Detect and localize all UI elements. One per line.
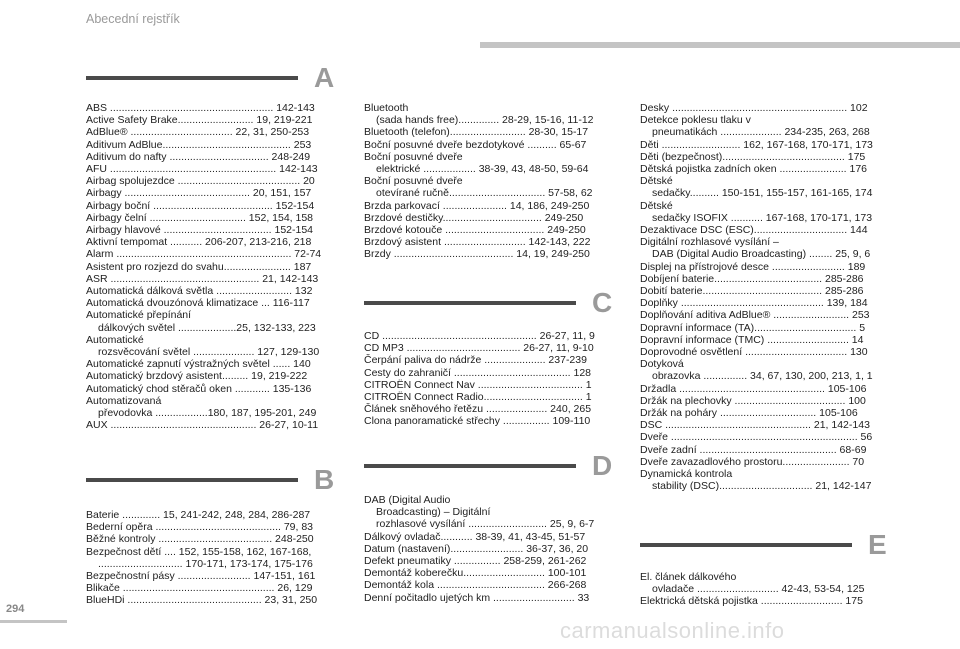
index-entry: Airbag spolujezdce .......................................... 20 xyxy=(86,175,315,188)
index-entry: Běžné kontroly ....................................... 248-250 xyxy=(86,533,314,546)
index-entry: Brzda parkovací ...................... 14, 186, 249-250 xyxy=(364,199,590,212)
index-entry: Brzdy ......................................... 14, 19, 249-250 xyxy=(364,248,590,261)
index-entry: BlueHDi .............................................. 23, 31, 250 xyxy=(86,594,318,607)
index-entry: Dynamická kontrola xyxy=(640,468,733,481)
index-list-d xyxy=(364,494,621,604)
header-divider xyxy=(480,42,960,48)
index-entry: Dopravní informace (TMC) ............................ 14 xyxy=(640,333,864,346)
index-entry: Dobití baterie......................................... 285-286 xyxy=(640,285,864,298)
index-entry: Dveře zavazadlového prostoru....................... 70 xyxy=(640,455,865,468)
index-entry: Bezpečnost dětí .... 152, 155-158, 162, 167-168, xyxy=(86,545,312,558)
index-entry: Airbagy ........................................... 20, 151, 157 xyxy=(86,187,312,200)
index-entry: El. článek dálkového xyxy=(640,571,737,583)
index-entry: Airbagy hlavové ..................................... 152-154 xyxy=(86,224,314,237)
index-list-a xyxy=(86,102,343,431)
index-entry: sedačky ISOFIX ........... 167-168, 170-171, 173 xyxy=(652,211,873,224)
index-entry: Brzdové destičky.................................. 249-250 xyxy=(364,211,584,224)
index-entry: Automatické xyxy=(86,333,144,346)
index-entry: Baterie ............. 15, 241-242, 248, 284, 286-287 xyxy=(86,509,311,521)
index-list-b xyxy=(86,509,343,607)
index-list-d-continued xyxy=(640,102,897,493)
index-list-c xyxy=(364,330,621,428)
index-entry: Automatické přepínání xyxy=(86,309,192,322)
index-entry: Asistent pro rozjezd do svahu....................... 187 xyxy=(86,260,312,273)
footer-divider xyxy=(0,620,67,623)
index-entry: Displej na přístrojové desce ......................... 189 xyxy=(640,260,866,273)
section-bar xyxy=(364,301,576,305)
index-entry: Dopravní informace (TA)................................... 5 xyxy=(640,321,866,334)
index-entry: Detekce poklesu tlaku v xyxy=(640,114,751,127)
index-entry: otevírané ručně................................. 57-58, 62 xyxy=(376,187,593,200)
page-number: 294 xyxy=(6,603,25,615)
section-bar xyxy=(86,76,298,80)
index-entry: Demontáž koberečku............................ 100-101 xyxy=(364,567,587,580)
index-list-e xyxy=(640,571,897,608)
index-entry: Blikače .................................................... 26, 129 xyxy=(86,582,313,595)
index-entry: Doprovodné osvětlení ................................... 130 xyxy=(640,346,868,359)
section-header-d xyxy=(364,450,624,486)
index-entry: Defekt pneumatiky ................ 258-259, 261-262 xyxy=(364,555,587,568)
index-entry: Bluetooth (telefon).......................... 28-30, 15-17 xyxy=(364,126,589,139)
index-entry: Děti (bezpečnost).......................................... 175 xyxy=(640,150,866,163)
index-entry: Automatická dálková světla .......................... 132 xyxy=(86,285,313,298)
index-entry: ASR ................................................... 21, 142-143 xyxy=(86,272,319,285)
index-entry: ovladače ............................ 42-43, 53-54, 125 xyxy=(652,583,865,596)
index-entry: CITROËN Connect Radio.................................. 1 xyxy=(364,391,592,404)
index-entry: ............................. 170-171, 173-174, 175-176 xyxy=(98,557,313,570)
index-entry: DSC .................................................. 21, 142-143 xyxy=(640,419,870,432)
section-letter: E xyxy=(868,529,887,560)
index-entry: převodovka ..................180, 187, 195-201, 249 xyxy=(98,407,317,420)
index-entry: Čerpání paliva do nádrže ..................... 237-239 xyxy=(364,354,587,367)
index-entry: Držák na plechovky ...................................... 100 xyxy=(640,394,866,407)
index-entry: Denní počitadlo ujetých km ............................ 33 xyxy=(364,591,590,604)
index-entry: Digitální rozhlasové vysílání – xyxy=(640,236,779,249)
index-entry: Dětské xyxy=(640,199,673,212)
index-entry: Broadcasting) – Digitální xyxy=(376,506,491,519)
index-entry: AUX .................................................. 26-27, 10-11 xyxy=(86,419,319,432)
section-header-b xyxy=(86,464,346,500)
index-entry: CD ..................................................... 26-27, 11, 9 xyxy=(364,330,595,342)
index-entry: sedačky.......... 150-151, 155-157, 161-165, 174 xyxy=(652,187,873,200)
index-entry: Automatický chod stěračů oken ............ 135-136 xyxy=(86,382,312,395)
index-entry: (sada hands free).............. 28-29, 15-16, 11-12 xyxy=(376,114,594,127)
index-entry: stability (DSC)................................ 21, 142-147 xyxy=(652,480,872,493)
index-entry: Clona panoramatické střechy ................ 109-110 xyxy=(364,415,591,428)
index-entry: Dveře zadní ............................................... 68-69 xyxy=(640,443,867,456)
index-entry: Aditivum do nafty .................................. 248-249 xyxy=(86,150,311,163)
index-entry: rozhlasové vysílání ........................... 25, 9, 6-7 xyxy=(376,518,595,531)
index-entry: Airbagy boční ......................................... 152-154 xyxy=(86,199,315,212)
section-letter: C xyxy=(592,287,613,318)
index-entry: Dveře ................................................................ 56 xyxy=(640,431,873,444)
index-entry: Bezpečnostní pásy ......................... 147-151, 161 xyxy=(86,570,316,583)
index-entry: DAB (Digital Audio xyxy=(364,494,451,506)
section-header-e xyxy=(640,529,900,565)
index-entry: Článek sněhového řetězu ..................... 240, 265 xyxy=(364,403,592,416)
index-entry: Boční posuvné dveře xyxy=(364,150,463,163)
index-entry: Airbagy čelní ................................. 152, 154, 158 xyxy=(86,211,314,224)
index-entry: Bederní opěra ........................................... 79, 83 xyxy=(86,521,314,534)
index-entry: Active Safety Brake.......................... 19, 219-221 xyxy=(86,114,313,127)
index-entry: Dětské xyxy=(640,175,673,188)
index-entry: Elektrická dětská pojistka ............................ 175 xyxy=(640,595,863,608)
index-list-b-continued xyxy=(364,102,621,261)
section-bar xyxy=(364,464,576,468)
index-entry: Automatické zapnutí výstražných světel ...... 140 xyxy=(86,358,311,371)
index-entry: Dobíjení baterie..................................... 285-286 xyxy=(640,272,864,285)
section-letter: A xyxy=(314,62,335,93)
index-entry: Boční posuvné dveře bezdotykové .......... 65-67 xyxy=(364,138,587,151)
section-header-a xyxy=(86,62,346,98)
index-entry: Držák na poháry ................................. 105-106 xyxy=(640,407,858,420)
page-header-title: Abecední rejstřík xyxy=(86,12,180,26)
index-entry: Doplňky ................................................. 139, 184 xyxy=(640,297,868,310)
index-entry: AdBlue® ................................... 22, 31, 250-253 xyxy=(86,126,310,139)
index-entry: Alarm ............................................................ 72-74 xyxy=(86,248,322,261)
index-entry: pneumatikách ..................... 234-235, 263, 268 xyxy=(652,126,870,139)
index-entry: DAB (Digital Audio Broadcasting) ........ 25, 9, 6 xyxy=(652,248,871,261)
section-header-c xyxy=(364,287,624,323)
index-entry: Dezaktivace DSC (ESC)................................ 144 xyxy=(640,224,868,237)
index-entry: Desky ............................................................ 102 xyxy=(640,102,868,114)
index-entry: Bluetooth xyxy=(364,102,409,114)
index-entry: Automatický brzdový asistent......... 19, 219-222 xyxy=(86,370,308,383)
index-entry: AFU ......................................................... 142-143 xyxy=(86,163,318,176)
index-entry: ABS ........................................................ 142-143 xyxy=(86,102,315,114)
index-entry: obrazovka ............... 34, 67, 130, 200, 213, 1, 1 xyxy=(652,370,873,383)
index-entry: CD MP3 ....................................... 26-27, 11, 9-10 xyxy=(364,342,594,355)
index-entry: dálkových světel ....................25, 132-133, 223 xyxy=(98,321,316,334)
watermark: carmanualsonline.info xyxy=(560,618,785,643)
index-entry: Aktivní tempomat ........... 206-207, 213-216, 218 xyxy=(86,236,312,249)
index-entry: Dětská pojistka zadních oken ....................... 176 xyxy=(640,163,868,176)
index-entry: Demontáž kola ..................................... 266-268 xyxy=(364,579,587,592)
index-entry: Držadla .................................................. 105-106 xyxy=(640,382,867,395)
index-entry: Cesty do zahraničí ........................................ 128 xyxy=(364,366,592,379)
index-entry: Brzdový asistent ............................ 142-143, 222 xyxy=(364,236,591,249)
index-entry: Dotyková xyxy=(640,358,684,371)
index-entry: Dálkový ovladač........... 38-39, 41, 43-45, 51-57 xyxy=(364,530,586,543)
section-letter: D xyxy=(592,450,613,481)
index-entry: Aditivum AdBlue............................................ 253 xyxy=(86,138,312,151)
section-bar xyxy=(640,543,852,547)
index-entry: Brzdové kotouče .................................. 249-250 xyxy=(364,224,586,237)
index-entry: rozsvěcování světel ..................... 127, 129-130 xyxy=(98,346,320,359)
index-entry: CITROËN Connect Nav .................................... 1 xyxy=(364,378,592,391)
index-entry: Datum (nastavení)......................... 36-37, 36, 20 xyxy=(364,542,589,555)
section-bar xyxy=(86,478,298,482)
section-letter: B xyxy=(314,464,335,495)
index-entry: Boční posuvné dveře xyxy=(364,175,463,188)
index-entry: Děti ........................... 162, 167-168, 170-171, 173 xyxy=(640,138,873,151)
index-entry: elektrické .................. 38-39, 43, 48-50, 59-64 xyxy=(376,163,589,176)
index-entry: Doplňování aditiva AdBlue® .......................... 253 xyxy=(640,309,870,322)
index-entry: Automatická dvouzónová klimatizace ... 116-117 xyxy=(86,297,310,310)
index-entry: Automatizovaná xyxy=(86,394,162,407)
